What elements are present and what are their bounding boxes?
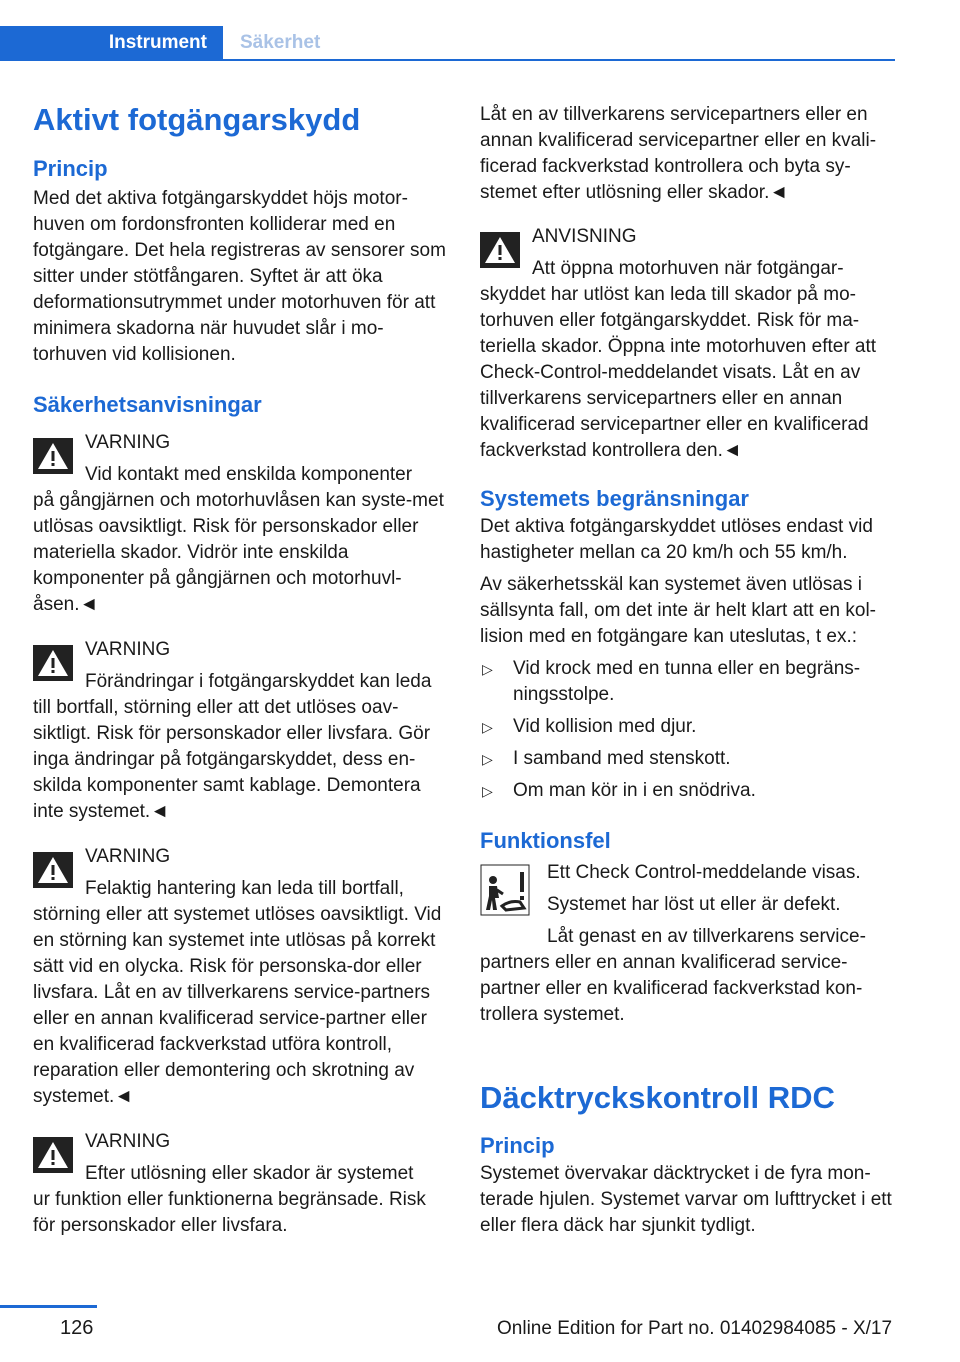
warning-block [33, 637, 448, 825]
warning-text: störning eller att systemet utlöses oavsiktligt. Vid en störning kan systemet inte utlösas på korrekt sätt vid en olycka. Risk för personska-dor eller livsfara. Låt en av tillverkarens service-partners eller en annan kvalificerad service-partner eller en kvalificerad fackverkstad utföra kontroll, reparation eller demontering och skrotning av systemet.◄ [33, 904, 442, 1107]
list-triangle-icon: ▷ [482, 751, 493, 767]
pedestrian-protection-warning-icon [480, 864, 530, 916]
list-item [480, 746, 895, 772]
limits-text: Av säkerhetsskäl kan systemet även utlösas i sällsynta fall, om det inte är helt klart att en kol-lision med en fotgängare kan uteslutas, t ex.: [480, 574, 877, 647]
notice-text: skyddet har utlöst kan leda till skador på mo-torhuven eller fotgängarskyddet. Risk för ma-teriella skador. Öppna inte motorhuven efter att Check-Control-meddelandet visats. Låt en av tillverkarens servicepartners eller en annan kvalificerad servicepartner eller en kvalificerad fackverkstad kontrollera den.◄ [480, 284, 877, 461]
warning-triangle-icon [33, 438, 73, 474]
warning-label: VARNING [85, 846, 171, 867]
list-item [480, 714, 895, 740]
list-item-text: I samband med stenskott. [513, 748, 731, 769]
warning-block [33, 844, 448, 1110]
list-item [480, 656, 895, 708]
continued-text: Låt en av tillverkarens servicepartners eller en annan kvalificerad servicepartner eller en kvali-ficerad fackverkstad kontrollera och byta sy-stemet efter utlösning eller skador.◄ [480, 104, 877, 203]
limits-list [480, 656, 895, 804]
warning-triangle-icon [33, 645, 73, 681]
list-triangle-icon: ▷ [482, 719, 493, 735]
malfunction-block [480, 860, 895, 1028]
list-item [480, 778, 895, 804]
edition-text: Online Edition for Part no. 01402984085 - X/17 [497, 1318, 893, 1339]
list-item-text: Vid kollision med djur. [513, 716, 697, 737]
tab-instrument[interactable]: Instrument [0, 26, 223, 61]
warning-triangle-icon [33, 852, 73, 888]
malfunction-heading: Funktionsfel [480, 828, 611, 853]
malfunction-line: Ett Check Control-meddelande visas. [547, 862, 861, 883]
chapter-tabbar [0, 26, 895, 61]
footer-rule [0, 1305, 97, 1308]
warning-text: ur funktion eller funktionerna begränsade. Risk för personskador eller livsfara. [33, 1189, 426, 1236]
warning-label: VARNING [85, 432, 171, 453]
list-triangle-icon: ▷ [482, 661, 493, 677]
right-column [480, 102, 895, 1239]
warning-block [33, 430, 448, 618]
warning-first-line: Felaktig hantering kan leda till bortfall, [85, 878, 404, 899]
warning-triangle-icon [33, 1137, 73, 1173]
warning-text: på gångjärnen och motorhuvlåsen kan syste-met utlösas oavsiktligt. Risk för personskador eller materiella skador. Vidrör inte enskilda komponenter på gångjärnen och motorhuvl-åsen.◄ [33, 490, 444, 615]
warning-first-line: Efter utlösning eller skador är systemet [85, 1163, 414, 1184]
warning-text: till bortfall, störning eller att det utlöses oav-siktligt. Risk för personskador eller livsfara. Gör inga ändringar på fotgängarskyddet, dess en-skilda komponenter samt kablage. Demontera inte systemet.◄ [33, 697, 431, 822]
malfunction-line: Systemet har löst ut eller är defekt. [547, 894, 841, 915]
list-triangle-icon: ▷ [482, 783, 493, 799]
warning-triangle-icon [480, 232, 520, 268]
list-item-text: Om man kör in i en snödriva. [513, 780, 756, 801]
safety-heading: Säkerhetsanvisningar [33, 392, 262, 417]
notice-first-line: Att öppna motorhuven när fotgängar- [532, 258, 844, 279]
warning-first-line: Förändringar i fotgängarskyddet kan leda [85, 671, 432, 692]
rdc-title: Däcktryckskontroll RDC [480, 1080, 835, 1115]
left-column [33, 100, 448, 1239]
list-item-text: Vid krock med en tunna eller en begräns-ningsstolpe. [513, 658, 861, 705]
warning-block [33, 1129, 448, 1239]
principle-text: Med det aktiva fotgängarskyddet höjs motor-huven om fordonsfronten kolliderar med en fotgängare. Det hela registreras av sensorer som sitter under stötfångaren. Syftet är att öka deformationsutrymmet under motorhuven för att minimera skadorna när huvudet slår i mo-torhuven vid kollisionen. [33, 188, 446, 365]
rdc-text: Systemet övervakar däcktrycket i de fyra mon-terade hjulen. Systemet varvar om lufttrycket i ett eller flera däck har sjunkit tydligt. [480, 1163, 892, 1236]
tab-sakerhet[interactable]: Säkerhet [240, 32, 321, 53]
page-title: Aktivt fotgängarskydd [33, 102, 361, 137]
warning-label: VARNING [85, 1131, 171, 1152]
notice-label: ANVISNING [532, 226, 637, 247]
principle-heading: Princip [33, 156, 108, 181]
limits-text: Det aktiva fotgängarskyddet utlöses endast vid hastigheter mellan ca 20 km/h och 55 km/h. [480, 516, 873, 563]
notice-block [480, 224, 895, 464]
warning-first-line: Vid kontakt med enskilda komponenter [85, 464, 413, 485]
malfunction-text: partners eller en annan kvalificerad service-partner eller en kvalificerad fackverkstad kon-trollera systemet. [480, 952, 863, 1025]
limits-heading: Systemets begränsningar [480, 486, 749, 511]
warning-label: VARNING [85, 639, 171, 660]
rdc-principle-heading: Princip [480, 1133, 555, 1158]
malfunction-line: Låt genast en av tillverkarens service- [547, 926, 866, 947]
page-number: 126 [60, 1317, 94, 1339]
